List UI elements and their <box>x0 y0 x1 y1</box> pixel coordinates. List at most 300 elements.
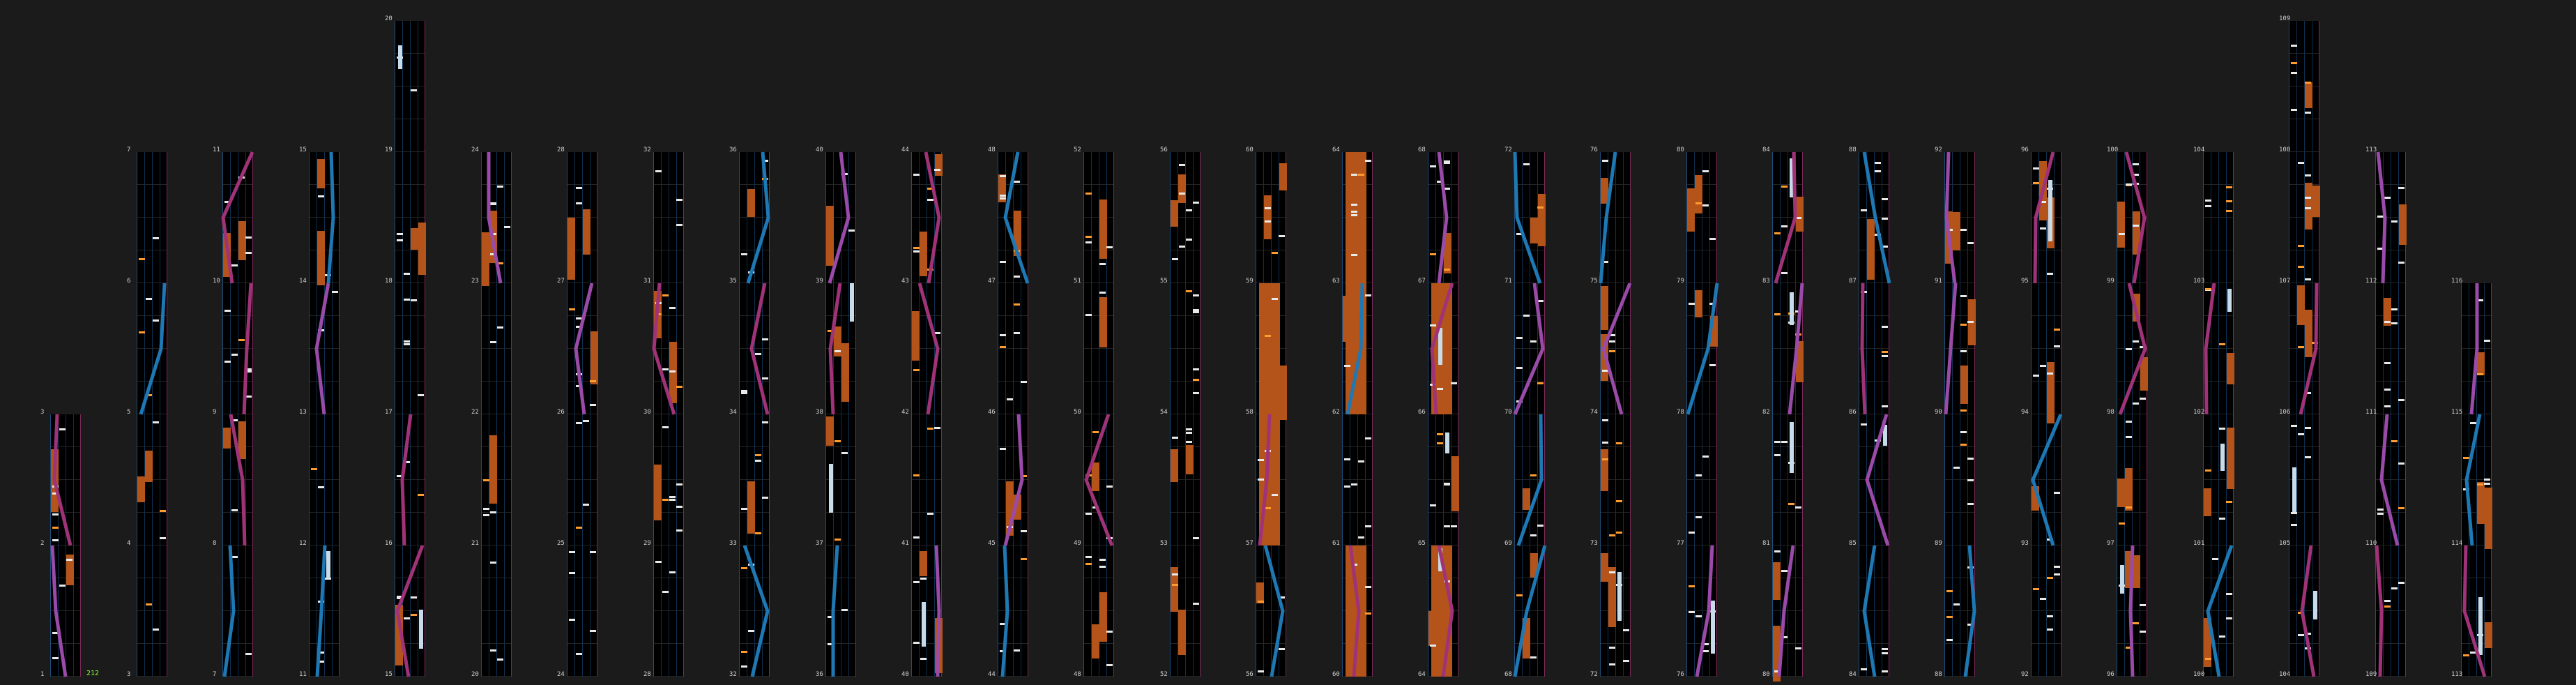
measure-block[interactable] <box>2461 414 2492 545</box>
tap-note <box>245 396 252 398</box>
tap-note <box>1516 337 1523 339</box>
measure-block[interactable] <box>1514 152 1545 283</box>
measure-number: 67 <box>1418 278 1426 285</box>
measure-block[interactable] <box>2375 545 2406 677</box>
measure-number: 23 <box>471 278 479 285</box>
measure-block[interactable] <box>825 283 856 414</box>
measure-block[interactable] <box>395 414 425 545</box>
tap-note <box>741 392 747 394</box>
measure-block[interactable] <box>911 414 942 545</box>
tap-note <box>676 199 683 201</box>
hold-note <box>2133 555 2140 588</box>
measure-block[interactable] <box>1083 414 1114 545</box>
measure-block[interactable] <box>739 545 770 677</box>
tap-note <box>224 310 231 312</box>
hold-note <box>223 428 231 449</box>
tap-note <box>913 247 920 249</box>
hold-note <box>2133 211 2140 255</box>
measure-block[interactable] <box>1170 414 1201 545</box>
hold-note <box>1092 624 1099 658</box>
measure-block[interactable] <box>2289 152 2319 283</box>
tap-note <box>1967 242 1974 244</box>
measure-block[interactable] <box>2117 545 2147 677</box>
tap-note <box>146 603 152 605</box>
hold-note <box>567 218 575 280</box>
tap-note <box>1882 355 1888 357</box>
measure-block[interactable] <box>2203 152 2234 283</box>
measure-number: 72 <box>1504 146 1512 153</box>
tap-note <box>1351 211 1357 213</box>
tap-note <box>1946 639 1953 641</box>
measure-block[interactable] <box>1256 414 1286 545</box>
tap-note <box>2133 174 2139 176</box>
measure-block[interactable] <box>911 283 942 414</box>
tap-note <box>1186 428 1192 430</box>
slide-path <box>2376 414 2407 545</box>
tap-note <box>1351 254 1357 256</box>
measure-block[interactable] <box>1772 414 1803 545</box>
measure-block[interactable] <box>137 283 167 414</box>
tap-note <box>1781 636 1788 638</box>
tap-note <box>1602 458 1608 460</box>
measure-block[interactable] <box>998 414 1028 545</box>
measure-block[interactable] <box>998 152 1028 283</box>
tap-note <box>2298 162 2304 164</box>
tap-note <box>1967 321 1974 323</box>
measure-block[interactable] <box>1859 152 1889 283</box>
tap-note <box>755 454 761 456</box>
long-note <box>1617 572 1622 621</box>
measure-block[interactable] <box>309 545 340 677</box>
tap-note <box>1007 398 1013 400</box>
measure-block[interactable] <box>137 545 167 677</box>
tap-note <box>404 299 410 301</box>
tap-note <box>1781 186 1788 188</box>
tap-note <box>841 173 848 175</box>
measure-block[interactable] <box>739 414 770 545</box>
tap-note <box>762 338 768 340</box>
measure-block[interactable] <box>1170 283 1201 414</box>
measure-number: 96 <box>2021 146 2029 153</box>
measure-block[interactable] <box>1256 152 1286 283</box>
tap-note <box>318 195 324 197</box>
measure-block[interactable] <box>1428 152 1458 283</box>
hold-note <box>1601 553 1608 582</box>
measure-number: 19 <box>385 146 393 153</box>
hold-note <box>1601 334 1608 381</box>
measure-block[interactable] <box>137 152 167 283</box>
tap-note <box>1953 603 1960 605</box>
tap-note <box>1695 516 1702 518</box>
measure-block[interactable] <box>825 152 856 283</box>
measure-number: 35 <box>729 278 737 285</box>
measure-block[interactable] <box>481 545 512 677</box>
tap-note <box>1530 340 1537 342</box>
measure-number: 7 <box>127 146 131 153</box>
measure-block[interactable] <box>998 545 1028 677</box>
measure-block[interactable] <box>1083 283 1114 414</box>
measure-block[interactable] <box>309 283 340 414</box>
hold-note <box>1601 286 1608 330</box>
measure-number: 3 <box>127 671 131 678</box>
measure-block[interactable] <box>2289 283 2319 414</box>
hold-note <box>920 232 927 276</box>
measure-number: 47 <box>988 278 996 285</box>
measure-block[interactable] <box>1944 414 1975 545</box>
measure-block[interactable] <box>1083 152 1114 283</box>
tap-note <box>576 527 582 529</box>
measure-block[interactable] <box>2375 414 2406 545</box>
tap-note <box>1085 241 1092 243</box>
hold-note <box>1178 610 1186 655</box>
measure-block[interactable] <box>1170 545 1201 677</box>
tap-note <box>762 377 768 379</box>
measure-number: 1 <box>40 671 45 678</box>
tap-note <box>1602 261 1608 263</box>
measure-block[interactable] <box>1686 414 1717 545</box>
hold-note <box>1451 456 1459 511</box>
measure-block[interactable] <box>222 545 253 677</box>
tap-note <box>1882 648 1888 650</box>
tap-note <box>318 601 324 603</box>
tap-note <box>2140 631 2146 633</box>
tap-note <box>1861 423 1867 426</box>
tap-note <box>669 370 676 372</box>
tap-note <box>2291 524 2297 526</box>
tap-note <box>1193 392 1199 394</box>
tap-note <box>1430 253 1436 255</box>
tap-note <box>1272 298 1278 300</box>
slide-path <box>1515 283 1546 414</box>
tap-note <box>2398 462 2404 465</box>
tap-note <box>2226 210 2232 212</box>
tap-note <box>927 428 933 430</box>
measure-block[interactable] <box>481 283 512 414</box>
measure-block[interactable] <box>2203 283 2234 414</box>
measure-block[interactable] <box>1342 545 1373 677</box>
tap-note <box>576 373 582 375</box>
tap-note <box>2205 200 2211 202</box>
measure-block[interactable] <box>1772 545 1803 677</box>
tap-note <box>2305 174 2311 176</box>
measure-block[interactable] <box>1342 414 1373 545</box>
tap-note <box>2391 587 2398 589</box>
tap-note <box>1000 175 1006 177</box>
hold-note <box>826 206 834 266</box>
tap-note <box>224 201 231 203</box>
tap-note <box>1430 504 1436 506</box>
measure-block[interactable] <box>2117 414 2147 545</box>
tap-note <box>590 630 596 632</box>
tap-note <box>1279 648 1285 650</box>
hold-note <box>1099 592 1107 642</box>
measure-number: 83 <box>1762 278 1770 285</box>
measure-block[interactable] <box>1342 152 1373 283</box>
tap-note <box>662 591 669 593</box>
measure-number: 69 <box>1504 540 1512 547</box>
measure-block[interactable] <box>1342 283 1373 414</box>
measure-number: 103 <box>2193 278 2205 285</box>
measure-block[interactable] <box>2203 414 2234 545</box>
measure-block[interactable] <box>1600 152 1631 283</box>
measure-block[interactable] <box>309 414 340 545</box>
measure-block[interactable] <box>825 545 856 677</box>
tap-note <box>1953 467 1960 469</box>
tap-note <box>2133 163 2139 165</box>
tap-note <box>1000 623 1006 625</box>
measure-block[interactable] <box>137 414 167 545</box>
hold-note <box>1264 195 1272 239</box>
measure-block[interactable] <box>2289 21 2319 152</box>
measure-block[interactable] <box>1514 545 1545 677</box>
measure-block[interactable] <box>1600 414 1631 545</box>
hold-note <box>2297 285 2305 325</box>
measure-block[interactable] <box>653 283 684 414</box>
slide-path <box>137 283 168 414</box>
tap-note <box>1193 379 1199 381</box>
measure-block[interactable] <box>395 21 425 152</box>
measure-block[interactable] <box>1256 545 1286 677</box>
measure-block[interactable] <box>1428 545 1458 677</box>
tap-note <box>2470 652 2476 654</box>
hold-note <box>747 481 755 534</box>
tap-note <box>569 619 575 621</box>
measure-block[interactable] <box>1514 283 1545 414</box>
measure-block[interactable] <box>1428 414 1458 545</box>
hold-note <box>1530 553 1538 578</box>
tap-note <box>1265 507 1271 509</box>
measure-block[interactable] <box>309 152 340 283</box>
tap-note <box>1186 441 1192 443</box>
measure-number: 14 <box>299 278 307 285</box>
tap-note <box>676 529 683 532</box>
tap-note <box>762 497 768 499</box>
measure-block[interactable] <box>653 414 684 545</box>
measure-block[interactable] <box>222 152 253 283</box>
tap-note <box>245 252 252 254</box>
measure-number: 77 <box>1677 540 1684 547</box>
tap-note <box>1014 649 1020 652</box>
long-note <box>326 551 330 578</box>
tap-note <box>1516 367 1523 369</box>
hold-note <box>1171 200 1178 227</box>
measure-block[interactable] <box>1944 545 1975 677</box>
measure-number: 44 <box>988 671 996 678</box>
tap-note <box>325 274 331 276</box>
tap-note <box>2126 183 2132 186</box>
measure-block[interactable] <box>567 545 597 677</box>
measure-block[interactable] <box>567 152 597 283</box>
hold-note <box>1099 200 1107 259</box>
tap-note <box>311 468 317 470</box>
tap-note <box>2054 566 2060 568</box>
tap-note <box>497 658 503 661</box>
tap-note <box>1106 246 1113 248</box>
long-note <box>2292 467 2296 512</box>
measure-block[interactable] <box>1170 152 1201 283</box>
hold-note <box>2477 352 2485 375</box>
tap-note <box>1186 209 1192 211</box>
tap-note <box>662 426 669 428</box>
measure-block[interactable] <box>2461 283 2492 414</box>
measure-block[interactable] <box>2203 545 2234 677</box>
measure-block[interactable] <box>1859 545 1889 677</box>
measure-number: 87 <box>1849 278 1857 285</box>
measure-number: 18 <box>385 278 393 285</box>
measure-number: 88 <box>1849 146 1857 153</box>
tap-note <box>146 394 152 396</box>
measure-block[interactable] <box>825 414 856 545</box>
measure-block[interactable] <box>395 545 425 677</box>
measure-number: 93 <box>2021 540 2029 547</box>
tap-note <box>1014 250 1020 252</box>
measure-number: 115 <box>2451 409 2463 416</box>
measure-block[interactable] <box>1944 152 1975 283</box>
measure-number: 7 <box>213 671 217 678</box>
measure-block[interactable] <box>911 152 942 283</box>
measure-block[interactable] <box>2375 152 2406 283</box>
measure-number: 86 <box>1849 409 1857 416</box>
tap-note <box>576 202 582 204</box>
tap-note <box>834 539 841 541</box>
measure-block[interactable] <box>1772 152 1803 283</box>
tap-note <box>1430 645 1436 647</box>
measure-number: 22 <box>471 409 479 416</box>
measure-number: 50 <box>1074 409 1081 416</box>
tap-note <box>1351 564 1357 566</box>
measure-block[interactable] <box>2031 545 2061 677</box>
measure-block[interactable] <box>653 152 684 283</box>
measure-number: 84 <box>1849 671 1857 678</box>
tap-note <box>913 174 920 176</box>
measure-block[interactable] <box>222 283 253 414</box>
measure-block[interactable] <box>567 283 597 414</box>
measure-block[interactable] <box>1772 283 1803 414</box>
measure-block[interactable] <box>395 152 425 283</box>
measure-block[interactable] <box>2375 283 2406 414</box>
measure-block[interactable] <box>50 414 81 545</box>
measure-number: 109 <box>2279 15 2291 22</box>
measure-block[interactable] <box>222 414 253 545</box>
measure-block[interactable] <box>1083 545 1114 677</box>
tap-note <box>1351 214 1357 216</box>
tap-note <box>1351 483 1357 485</box>
tap-note <box>2391 322 2398 324</box>
tap-note <box>1616 500 1622 502</box>
measure-block[interactable] <box>2117 283 2147 414</box>
measure-block[interactable] <box>1428 283 1458 414</box>
tap-note <box>1946 590 1953 592</box>
long-note <box>1438 548 1442 571</box>
tap-note <box>848 229 855 232</box>
tap-note <box>1781 272 1788 274</box>
tap-note <box>1882 246 1888 248</box>
hold-note <box>826 416 834 446</box>
tap-note <box>1795 333 1801 336</box>
measure-number: 68 <box>1504 671 1512 678</box>
tap-note <box>497 262 503 264</box>
tap-note <box>1000 448 1006 450</box>
measure-block[interactable] <box>739 152 770 283</box>
hold-note <box>1796 197 1804 232</box>
long-note <box>2220 444 2225 471</box>
hold-note <box>137 476 145 502</box>
measure-block[interactable] <box>2461 545 2492 677</box>
tap-note <box>1695 202 1702 204</box>
measure-number: 55 <box>1160 278 1168 285</box>
measure-number: 104 <box>2193 146 2205 153</box>
tap-note <box>2126 348 2132 350</box>
measure-block[interactable] <box>2031 152 2061 283</box>
tap-note <box>1609 334 1615 336</box>
measure-block[interactable] <box>2289 414 2319 545</box>
measure-block[interactable] <box>653 545 684 677</box>
tap-note <box>741 567 747 569</box>
slide-path <box>310 283 340 414</box>
measure-block[interactable] <box>911 545 942 677</box>
measure-block[interactable] <box>2289 545 2319 677</box>
tap-note <box>828 330 834 332</box>
tap-note <box>59 585 66 587</box>
tap-note <box>1702 456 1709 458</box>
measure-block[interactable] <box>1514 414 1545 545</box>
measure-block[interactable] <box>1859 414 1889 545</box>
measure-block[interactable] <box>50 545 81 677</box>
tap-note <box>669 496 676 498</box>
tap-note <box>1000 334 1006 336</box>
tap-note <box>1186 239 1192 241</box>
tap-note <box>1875 170 1881 172</box>
tap-note <box>2298 433 2304 435</box>
measure-block[interactable] <box>1600 545 1631 677</box>
measure-block[interactable] <box>481 414 512 545</box>
measure-block[interactable] <box>1686 283 1717 414</box>
measure-block[interactable] <box>1944 283 1975 414</box>
tap-note <box>2054 345 2060 347</box>
measure-block[interactable] <box>2031 414 2061 545</box>
measure-block[interactable] <box>1600 283 1631 414</box>
measure-number: 26 <box>557 409 565 416</box>
tap-note <box>2305 197 2311 199</box>
tap-note <box>1781 570 1788 572</box>
measure-block[interactable] <box>1686 152 1717 283</box>
measure-block[interactable] <box>1256 283 1286 414</box>
measure-block[interactable] <box>567 414 597 545</box>
hold-note <box>2117 479 2125 507</box>
long-note <box>1883 425 1887 446</box>
measure-block[interactable] <box>1686 545 1717 677</box>
hold-note <box>2485 622 2492 648</box>
tap-note <box>2033 182 2039 184</box>
hold-note <box>418 223 426 275</box>
tap-note <box>2305 392 2311 394</box>
measure-block[interactable] <box>1859 283 1889 414</box>
tap-note <box>2291 425 2297 427</box>
measure-block[interactable] <box>2117 152 2147 283</box>
measure-number: 113 <box>2451 671 2463 678</box>
measure-number: 10 <box>213 278 220 285</box>
measure-block[interactable] <box>739 283 770 414</box>
measure-block[interactable] <box>2031 283 2061 414</box>
measure-block[interactable] <box>395 283 425 414</box>
tap-note <box>1430 165 1436 167</box>
tap-note <box>1530 656 1537 658</box>
measure-block[interactable] <box>998 283 1028 414</box>
tap-note <box>1795 310 1801 313</box>
measure-block[interactable] <box>481 152 512 283</box>
measure-number: 20 <box>385 15 393 22</box>
tap-note <box>2133 225 2139 227</box>
